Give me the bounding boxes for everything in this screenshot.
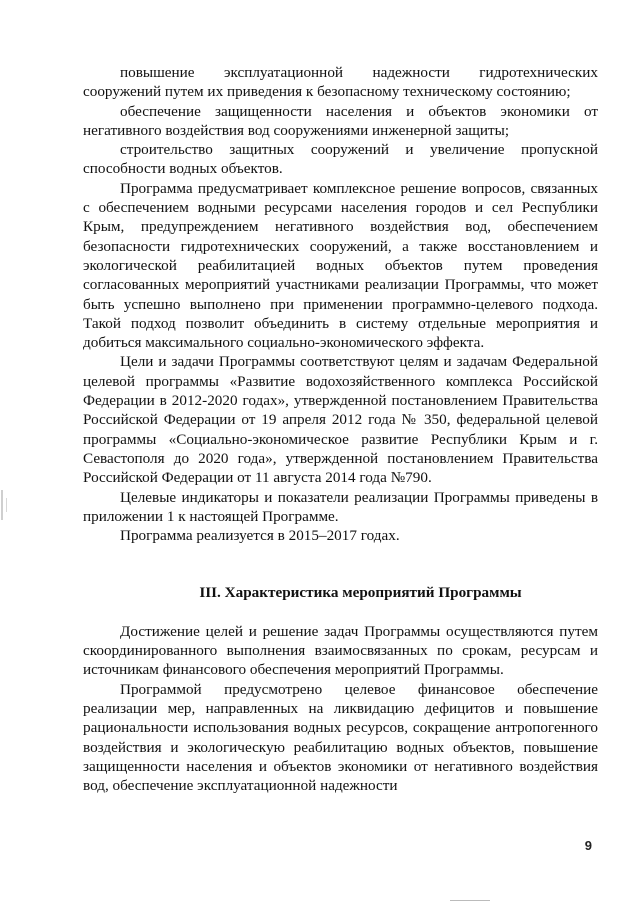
scan-artifact-mark — [6, 498, 7, 512]
scan-artifact-mark — [1, 490, 3, 520]
paragraph: Целевые индикаторы и показатели реализации Программы приведены в приложении 1 к настоящей Программе. — [83, 488, 598, 525]
spacer — [83, 564, 598, 583]
paragraph: Достижение целей и решение задач Программы осуществляются путем скоординированного выполнения взаимосвязанных по срокам, ресурсам и источникам финансового обеспечения мероприятий Программы. — [83, 622, 598, 679]
paragraph: строительство защитных сооружений и увеличение пропускной способности водных объектов. — [83, 141, 598, 178]
page-body — [83, 63, 598, 795]
spacer — [83, 603, 598, 622]
paragraph: обеспечение защищенности населения и объектов экономики от негативного воздействия вод сооружениями инженерной защиты; — [83, 102, 598, 139]
spacer — [83, 545, 598, 564]
scan-artifact-dash — [450, 900, 490, 901]
paragraph: Программа реализуется в 2015–2017 годах. — [120, 527, 400, 545]
page-number: 9 — [584, 838, 592, 853]
paragraph: Цели и задачи Программы соответствуют целям и задачам Федеральной целевой программы «Развитие водохозяйственного комплекса Российской Федерации в 2012-2020 годах», утвержденной постановлением Правительства Российской Федерации от 19 апреля 2012 года № 350, федеральной целевой программы «Социально-экономическое развитие Республики Крым и г. Севастополя до 2020 года», утвержденной постановлением Правительства Российской Федерации от 11 августа 2014 года №790. — [83, 353, 598, 487]
section-heading: III. Характеристика мероприятий Программы — [199, 584, 522, 602]
paragraph: повышение эксплуатационной надежности гидротехнических сооружений путем их приведения к безопасному техническому состоянию; — [83, 64, 598, 101]
paragraph: Программой предусмотрено целевое финансовое обеспечение реализации мер, направленных на ликвидацию дефицитов и повышение рациональности использования водных ресурсов, сокращение антропогенного воздействия и экологическую реабилитацию водных объектов, повышение защищенности населения и объектов экономики от негативного воздействия вод, обеспечение эксплуатационной надежности — [83, 680, 598, 795]
paragraph: Программа предусматривает комплексное решение вопросов, связанных с обеспечением водными ресурсами населения городов и сел Республики Крым, предупреждением негативного воздействия вод, обеспечением безопасности гидротехнических сооружений, а также восстановлением и экологической реабилитацией водных объектов путем проведения согласованных мероприятий участниками реализации Программы, что может быть успешно выполнено при применении программно-целевого подхода. Такой подход позволит объединить в систему отдельные мероприятия и добиться максимального социально-экономического эффекта. — [83, 179, 598, 352]
